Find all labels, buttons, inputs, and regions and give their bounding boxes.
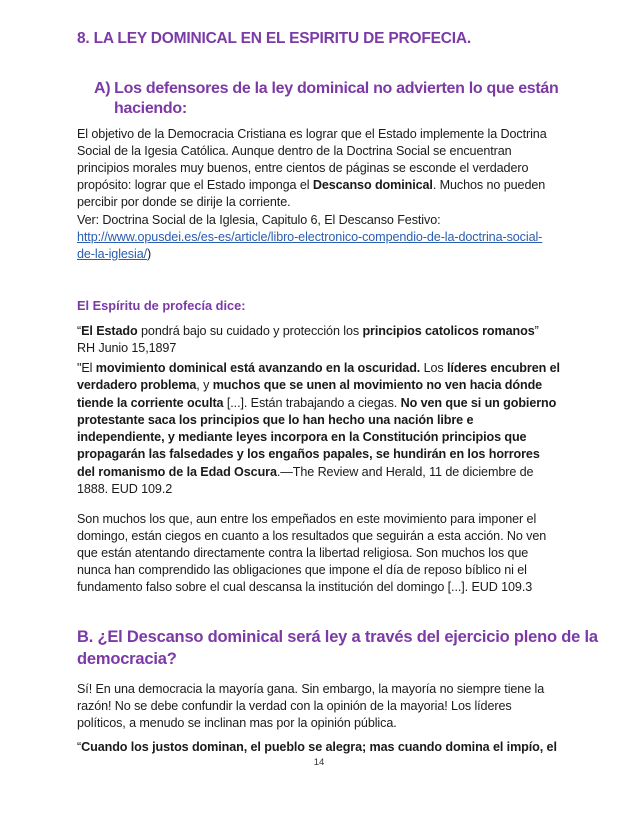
subsection-b-heading bbox=[77, 626, 598, 670]
quote-close-mark: ” bbox=[534, 324, 539, 338]
muchos-line: domingo, están ciegos en cuanto a los resultados que seguirán a esta acción. No ven bbox=[77, 529, 547, 543]
quote1-bold-principios: principios catolicos romanos bbox=[362, 324, 535, 338]
quote2-bold: muchos que se unen al movimiento no ven hacia dónde bbox=[212, 378, 543, 393]
quote2-source: .—The Review and Herald, 11 de diciembre de bbox=[276, 464, 534, 479]
intro-line4-pre: propósito: lograr que el Estado imponga el bbox=[77, 178, 313, 192]
subsection-b-line2: democracia? bbox=[77, 650, 177, 668]
si-paragraph bbox=[77, 681, 563, 732]
intro-line: percibir por donde se dirije la corriente. bbox=[77, 195, 291, 209]
quote2-bold: protestante saca los principios que lo han hecho una nación libre e bbox=[77, 412, 474, 427]
quote1-bold-estado: El Estado bbox=[81, 324, 138, 338]
quote2-bold: movimiento dominical está avanzando en la oscuridad. bbox=[95, 361, 421, 375]
page-number: 14 bbox=[313, 757, 325, 768]
quote2-reference: 1888. EUD 109.2 bbox=[77, 482, 173, 497]
subsection-a-title-line1: Los defensores de la ley dominical no advierten lo que están bbox=[114, 80, 559, 97]
intro-paragraph bbox=[77, 126, 563, 211]
quote-open-mark: “ bbox=[77, 740, 82, 754]
subsection-a-number: A) bbox=[94, 80, 111, 97]
quote2-bold: del romanismo de la Edad Oscura bbox=[77, 464, 277, 479]
opusdei-link[interactable]: http://www.opusdei.es/es-es/article/libro-electronico-compendio-de-la-doctrina-social- bbox=[77, 230, 543, 244]
quote2-text: [...]. Están trabajando a ciegas. bbox=[223, 395, 401, 410]
quote2-bold: líderes encubren el bbox=[447, 361, 560, 375]
intro-line: principios morales muy buenos, entre cientos de páginas se esconde el verdadero bbox=[77, 161, 529, 175]
quote2-bold: propagarán las falsedades y los engaños papales, se hundirán en los horrores bbox=[77, 447, 540, 462]
opusdei-link-continued[interactable]: de-la-iglesia/ bbox=[77, 247, 147, 261]
muchos-line: Son muchos los que, aun entre los empeñados en este movimiento para imponer el bbox=[77, 512, 537, 526]
quote2-text: "El bbox=[77, 361, 96, 375]
muchos-line: nunca han comprendido las obligaciones que impone el día de reposo bíblico ni el bbox=[77, 563, 527, 577]
quote-1 bbox=[77, 323, 563, 357]
quote1-text: pondrá bajo su cuidado y protección los bbox=[137, 324, 363, 338]
descanso-dominical-bold: Descanso dominical bbox=[312, 178, 433, 192]
quote2-bold: verdadero problema bbox=[77, 378, 197, 393]
si-line: razón! No se debe confundir la verdad con la opinión de la mayoria! Los líderes bbox=[77, 699, 512, 713]
intro-line: Social de la Igesia Católica. Aunque dentro de la Doctrina Social se encuentran bbox=[77, 144, 512, 158]
subsection-a-title-line2: haciendo: bbox=[114, 100, 187, 117]
quote2-text: Los bbox=[420, 361, 448, 375]
spirit-heading: El Espíritu de profecía dice: bbox=[77, 298, 246, 313]
quote2-bold: tiende la corriente oculta bbox=[77, 395, 224, 410]
intro-line4-post: . Muchos no pueden bbox=[432, 178, 546, 192]
last-quote bbox=[77, 739, 563, 756]
quote-open-mark: “ bbox=[77, 324, 82, 338]
link-close-paren: ) bbox=[147, 247, 152, 261]
quote2-text: , y bbox=[196, 378, 213, 393]
intro-line: El objetivo de la Democracia Cristiana es lograr que el Estado implemente la Doctrina bbox=[77, 127, 547, 141]
ver-text: Ver: Doctrina Social de la Iglesia, Capitulo 6, El Descanso Festivo: bbox=[77, 213, 441, 227]
si-line: políticos, a menudo se inclinan mas por la opinión pública. bbox=[77, 716, 397, 730]
muchos-paragraph bbox=[77, 511, 563, 596]
section-title: 8. LA LEY DOMINICAL EN EL ESPIRITU DE PROFECIA. bbox=[77, 30, 471, 47]
si-line: Sí! En una democracia la mayoría gana. Sin embargo, la mayoría no siempre tiene la bbox=[77, 682, 545, 696]
muchos-line: que están atentando directamente contra la libertad religiosa. Son muchos los que bbox=[77, 546, 529, 560]
reference-paragraph bbox=[77, 212, 563, 263]
last-quote-bold: Cuando los justos dominan, el pueblo se alegra; mas cuando domina el impío, el bbox=[81, 740, 557, 754]
quote2-bold: No ven que si un gobierno bbox=[400, 395, 557, 410]
muchos-line: fundamento falso sobre el cual descansa la institución del domingo [...]. EUD 109.3 bbox=[77, 580, 533, 594]
quote1-reference: RH Junio 15,1897 bbox=[77, 341, 177, 355]
subsection-b-line1: B. ¿El Descanso dominical será ley a través del ejercicio pleno de la bbox=[77, 628, 598, 646]
quote-2 bbox=[77, 360, 563, 498]
subsection-a-heading bbox=[94, 79, 564, 119]
quote2-bold: independiente, y mediante leyes incorpora en la Constitución principios que bbox=[77, 430, 527, 445]
